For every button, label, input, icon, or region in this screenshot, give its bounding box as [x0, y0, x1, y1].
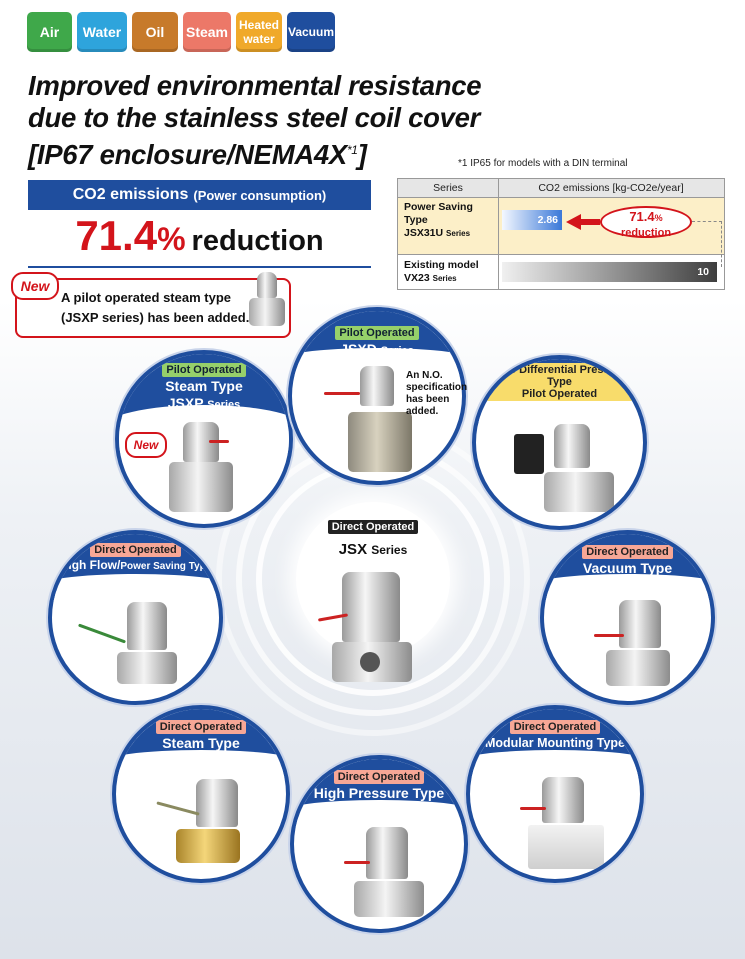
footnote: *1 IP65 for models with a DIN terminal	[458, 158, 628, 169]
headline-line-3: [IP67 enclosure/$NEMA4X^{*1}$]	[28, 139, 367, 171]
new-product-notice: New A pilot operated steam type (JSXP series) has been added.	[15, 278, 291, 338]
jsxs-tag: Direct Operated	[156, 720, 247, 734]
headline	[28, 70, 548, 171]
media-badge-heated-water: Heated water	[236, 12, 282, 52]
bar-existing: 10	[502, 262, 717, 282]
media-badge-air: Air	[27, 12, 72, 52]
jsxh-valve-image	[344, 827, 434, 927]
jsxm-valve-image	[520, 777, 610, 877]
media-badge-vacuum: Vacuum	[287, 12, 335, 52]
row-label-existing: Existing model VX23 Series	[404, 259, 479, 284]
jsxp-valve-thumbnail	[247, 272, 287, 332]
jsxp-valve-image	[169, 422, 249, 522]
jsxp-tag: Pilot Operated	[162, 363, 245, 377]
header-series: Series	[433, 182, 463, 194]
jsxu-tag: Direct Operated	[90, 543, 181, 557]
jsx-model: JSX	[338, 541, 368, 558]
product-circle-jsxm[interactable]: Direct Operated Modular Mounting Type JSXM Series	[466, 705, 644, 883]
reduction-callout: 71.4% reduction	[600, 206, 692, 238]
media-badge-steam: Steam	[183, 12, 231, 52]
jsxm-title: Modular Mounting Type	[484, 736, 626, 750]
headline-line-2: due to the stainless steel coil cover	[28, 102, 480, 133]
product-circle-jsxs[interactable]: Direct Operated Steam Type JSX□□S Series	[112, 705, 290, 883]
table-header	[398, 179, 724, 198]
jsxs-valve-image	[156, 779, 266, 874]
jsxm-tag: Direct Operated	[510, 720, 601, 734]
product-circle-jsxz[interactable]: Zero Differential Pressure Type Pilot Operated JSXZ Series	[472, 355, 647, 530]
product-circle-jsxd[interactable]: Pilot Operated JSXD Series	[288, 307, 466, 485]
media-badge-water: Water	[77, 12, 127, 52]
jsxv-valve-image	[594, 600, 684, 695]
jsxh-tag: Direct Operated	[334, 770, 425, 784]
headline-line-1: Improved environmental resistance	[28, 70, 482, 101]
jsxv-title: Vacuum Type	[582, 560, 673, 576]
product-circle-jsxp[interactable]: Pilot Operated Steam Type JSXP Series New	[115, 350, 293, 528]
jsxp-title: Steam Type	[165, 378, 243, 394]
jsxv-tag: Direct Operated	[582, 545, 673, 559]
footnote-marker: *1	[346, 143, 358, 157]
jsx-tag: Direct Operated	[328, 520, 419, 534]
jsxh-title: High Pressure Type	[313, 785, 445, 801]
jsxs-title: Steam Type	[162, 735, 240, 751]
row-label-power-saving: Power Saving Type JSX31U Series	[404, 201, 473, 239]
product-circle-jsxh[interactable]: Direct Operated High Pressure Type JSX□□H Series	[290, 755, 468, 933]
reduction-value: 71.4	[75, 212, 158, 259]
jsx-center-label: Direct Operated JSX Series	[296, 517, 450, 558]
jsxd-note: An N.O. specification has been added.	[406, 370, 468, 417]
jsxz-valve-image	[514, 424, 624, 519]
jsxp-new-badge: New	[125, 432, 167, 458]
jsx-valve-image	[330, 572, 430, 692]
reduction-label: reduction	[191, 225, 324, 257]
jsxd-tag: Pilot Operated	[335, 326, 418, 340]
arrow-icon	[580, 219, 600, 225]
product-circle-jsxu[interactable]: Direct Operated High Flow/Power Saving Type JSX□□U Series	[48, 530, 223, 705]
jsxu-valve-image	[77, 602, 197, 692]
divider	[28, 266, 371, 268]
co2-reduction: 71.4% reduction	[75, 212, 324, 259]
arrow-head-icon	[566, 214, 581, 230]
jsxz-tag: Zero Differential Pressure Type Pilot Operated	[476, 363, 643, 401]
product-circle-jsxv[interactable]: Direct Operated Vacuum Type JSX□□V Series	[540, 530, 715, 705]
co2-emissions-header: CO2 emissions (Power consumption)	[28, 180, 371, 210]
bar-power-saving: 2.86	[502, 210, 562, 230]
new-badge: New	[11, 272, 59, 300]
header-co2: CO2 emissions [kg-CO2e/year]	[538, 182, 684, 194]
media-badge-oil: Oil	[132, 12, 178, 52]
